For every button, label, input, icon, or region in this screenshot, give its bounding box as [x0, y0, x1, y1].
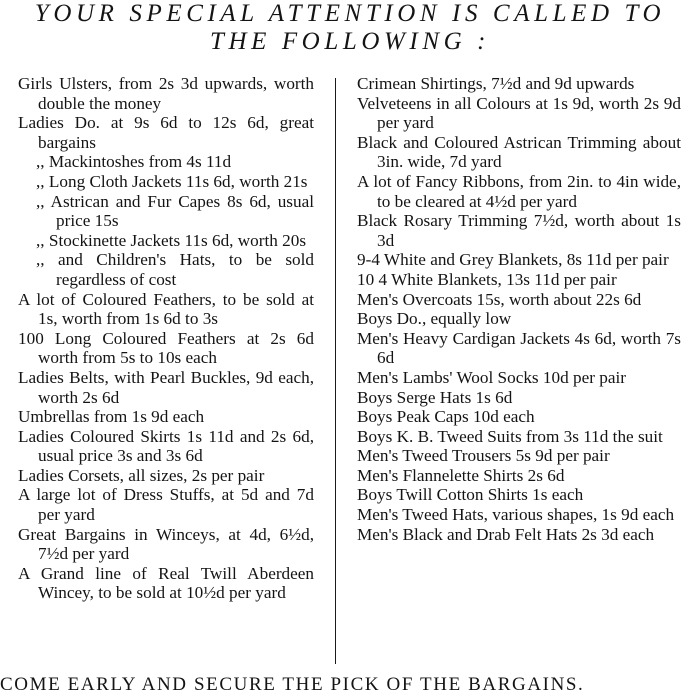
list-item: Men's Tweed Trousers 5s 9d per pair — [357, 446, 610, 466]
footer-tagline: COME EARLY AND SECURE THE PICK OF THE BARGAINS. — [0, 674, 585, 695]
list-item: Great Bargains in Winceys, at 4d, 6½d, 7½d per yard — [18, 524, 314, 564]
list-item: ,, Stockinette Jackets 11s 6d, worth 20s — [36, 230, 307, 250]
list-item: A lot of Coloured Feathers, to be sold at 1s, worth from 1s 6d to 3s — [18, 289, 314, 329]
list-item: Boys Serge Hats 1s 6d — [357, 387, 513, 407]
right-column — [357, 74, 681, 544]
page-title: YOUR SPECIAL ATTENTION IS CALLED TO — [34, 0, 666, 27]
list-item: ,, Mackintoshes from 4s 11d — [36, 152, 232, 172]
list-item: Crimean Shirtings, 7½d and 9d upwards — [357, 74, 635, 93]
list-item: A lot of Fancy Ribbons, from 2in. to 4in wide, to be cleared at 4½d per yard — [357, 171, 681, 211]
list-item: Ladies Belts, with Pearl Buckles, 9d each, worth 2s 6d — [18, 367, 314, 407]
list-item: Ladies Coloured Skirts 1s 11d and 2s 6d, usual price 3s and 3s 6d — [18, 426, 314, 466]
list-item: Men's Lambs' Wool Socks 10d per pair — [357, 367, 626, 387]
list-item: Boys K. B. Tweed Suits from 3s 11d the suit — [357, 426, 663, 446]
list-item: Men's Heavy Cardigan Jackets 4s 6d, worth 7s 6d — [357, 328, 681, 368]
page-subtitle: THE FOLLOWING : — [209, 28, 491, 55]
list-item: Boys Twill Cotton Shirts 1s each — [357, 485, 584, 505]
list-item: Girls Ulsters, from 2s 3d upwards, worth double the money — [18, 74, 314, 113]
list-item: Ladies Corsets, all sizes, 2s per pair — [18, 465, 265, 485]
list-item: Men's Flannelette Shirts 2s 6d — [357, 465, 565, 485]
list-item: Black and Coloured Astrican Trimming about 3in. wide, 7d yard — [357, 132, 681, 172]
list-item: Umbrellas from 1s 9d each — [18, 407, 205, 427]
left-column — [18, 74, 314, 603]
list-item: Men's Black and Drab Felt Hats 2s 3d each — [357, 524, 655, 544]
list-item: A large lot of Dress Stuffs, at 5d and 7d per yard — [18, 485, 314, 525]
list-item: Velveteens in all Colours at 1s 9d, worth 2s 9d per yard — [357, 93, 681, 133]
list-item: ,, and Children's Hats, to be sold regardless of cost — [36, 250, 314, 289]
column-divider — [335, 78, 336, 664]
list-item: 9-4 White and Grey Blankets, 8s 11d per pair — [357, 250, 669, 270]
list-item: ,, Astrican and Fur Capes 8s 6d, usual price 15s — [36, 191, 314, 231]
list-item: Men's Overcoats 15s, worth about 22s 6d — [357, 289, 642, 309]
list-item: Black Rosary Trimming 7½d, worth about 1s 3d — [357, 211, 681, 250]
list-item: Boys Peak Caps 10d each — [357, 407, 535, 427]
list-item: A Grand line of Real Twill Aberdeen Wincey, to be sold at 10½d per yard — [18, 563, 314, 603]
list-item: ,, Long Cloth Jackets 11s 6d, worth 21s — [36, 171, 308, 191]
list-item: 100 Long Coloured Feathers at 2s 6d worth from 5s to 10s each — [18, 328, 314, 368]
list-item: Men's Tweed Hats, various shapes, 1s 9d each — [357, 505, 675, 525]
list-item: Ladies Do. at 9s 6d to 12s 6d, great bargains — [18, 113, 314, 152]
list-item: Boys Do., equally low — [357, 309, 512, 329]
list-item: 10 4 White Blankets, 13s 11d per pair — [357, 269, 617, 289]
